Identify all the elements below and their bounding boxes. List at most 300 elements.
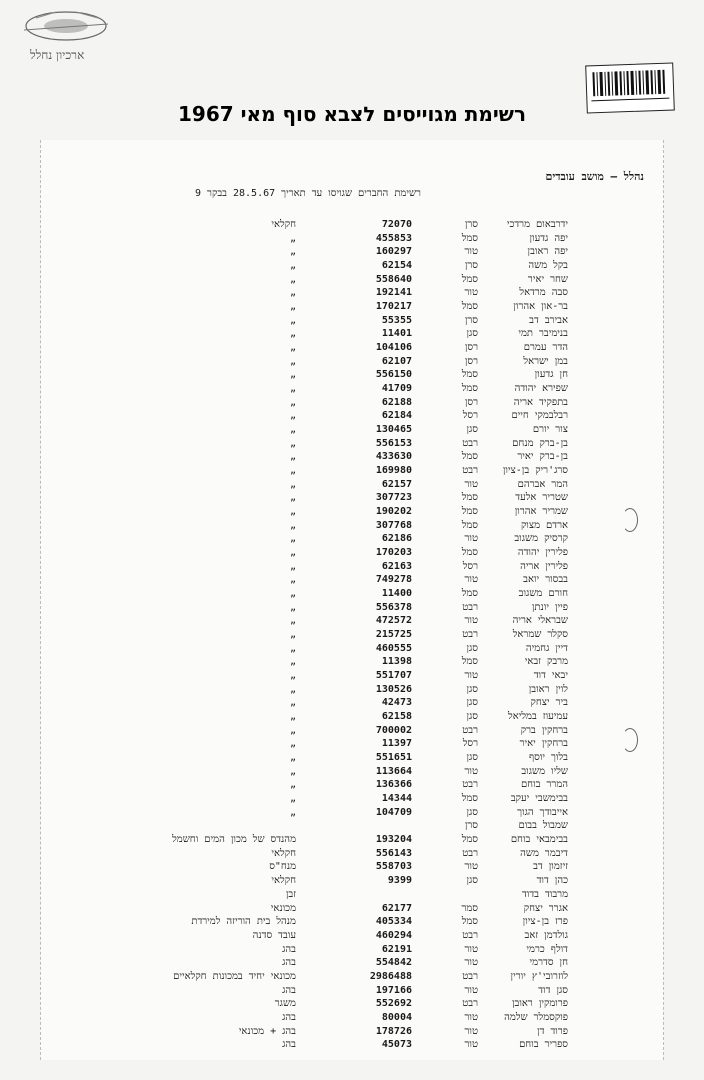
recruit-occupation: בהג <box>282 984 296 996</box>
recruit-number: 556143 <box>375 847 412 859</box>
table-row <box>0 902 704 916</box>
recruit-rank: סמל <box>461 383 478 395</box>
recruit-rank: סרן <box>464 260 478 271</box>
recruit-name: פוקסמלר שלמה <box>504 1011 568 1023</box>
recruit-rank: רסן <box>464 355 478 367</box>
recruit-rank: רבט <box>462 629 478 641</box>
recruit-occupation: „ <box>289 629 296 641</box>
recruit-occupation: „ <box>289 355 296 367</box>
recruit-rank: סמל <box>461 519 478 531</box>
table-row <box>0 259 704 273</box>
recruit-rank: רבט <box>462 929 478 941</box>
recruit-name: לוין ראובן <box>528 683 568 695</box>
table-row <box>0 532 704 546</box>
table-row <box>0 1011 704 1025</box>
recruit-rank: טור <box>464 765 478 777</box>
recruit-rank: סמל <box>461 451 478 463</box>
table-row <box>0 683 704 697</box>
recruit-rank: סגן <box>466 642 478 654</box>
recruit-name: יפה גדעון <box>529 232 568 244</box>
recruit-occupation: מכונאי יחיד במכונות חקלאיים <box>173 970 296 982</box>
recruit-number: 558703 <box>375 861 412 873</box>
table-row <box>0 874 704 888</box>
recruit-number: 460294 <box>375 929 412 941</box>
table-row <box>0 819 704 833</box>
table-row <box>0 396 704 410</box>
recruit-name: דולף כרמי <box>526 943 568 955</box>
recruit-occupation: „ <box>289 806 296 818</box>
recruit-rank: סמל <box>461 369 478 381</box>
recruit-number: 190202 <box>375 506 412 518</box>
recruit-name: ברחקין ברק <box>520 724 568 736</box>
page-title: רשימת מגוייסים לצבא סוף מאי 1967 <box>178 102 526 126</box>
recruit-number: 160297 <box>375 246 412 258</box>
table-row <box>0 273 704 287</box>
table-row <box>0 601 704 615</box>
recruit-rank: סרן <box>464 820 478 832</box>
table-row <box>0 573 704 587</box>
recruit-occupation: „ <box>289 779 296 791</box>
recruit-name: קרסיק משגוב <box>514 533 568 545</box>
recruit-number: 104709 <box>375 806 412 818</box>
recruit-number: 55355 <box>381 314 412 326</box>
recruit-occupation: חקלאי <box>271 219 296 230</box>
recruit-name: שפירא יהודה <box>514 383 568 395</box>
recruit-name: יבאי דוד <box>533 670 568 682</box>
recruit-name: פיין יונתן <box>531 601 568 613</box>
recruit-name: סקלר שמראל <box>512 629 568 641</box>
table-row <box>0 806 704 820</box>
table-row <box>0 245 704 259</box>
recruit-number: 556153 <box>375 437 412 449</box>
archive-label: ארכיון נחלל <box>30 48 85 62</box>
recruit-occupation: „ <box>289 451 296 463</box>
recruit-name: בתפקיד אריה <box>513 396 568 408</box>
recruit-occupation: „ <box>289 574 296 586</box>
recruit-number: 749278 <box>375 574 412 586</box>
table-row <box>0 751 704 765</box>
recruit-occupation: „ <box>289 670 296 682</box>
recruit-name: לוזרובי'ץ יורין <box>510 970 568 982</box>
recruit-number: 62107 <box>381 355 412 367</box>
recruit-name: שמריר אהרון <box>514 506 568 518</box>
table-row <box>0 546 704 560</box>
recruit-rank: טור <box>464 957 478 969</box>
recruit-occupation: „ <box>289 656 296 668</box>
recruit-number: 72070 <box>381 219 412 230</box>
recruit-rank: טור <box>464 670 478 682</box>
recruit-number: 551651 <box>375 752 412 764</box>
recruit-name: בן-ברק מנחם <box>512 437 568 449</box>
recruit-number: 62184 <box>381 410 412 422</box>
recruit-rank: טור <box>464 943 478 955</box>
table-row <box>0 847 704 861</box>
recruit-name: כהן דוד <box>536 875 568 887</box>
recruit-name: בבימשבי יעקב <box>510 793 568 805</box>
recruit-name: בבימבאי בוחם <box>510 834 568 846</box>
recruit-rank: טור <box>464 615 478 627</box>
recruit-name: פרוד דן <box>537 1025 568 1037</box>
recruit-number: 113664 <box>375 765 412 777</box>
recruit-number: 62154 <box>381 260 412 271</box>
recruit-number: 11401 <box>381 328 412 340</box>
recruit-number: 192141 <box>375 287 412 299</box>
recruit-number: 558640 <box>375 273 412 285</box>
recruit-occupation: „ <box>289 547 296 559</box>
table-row <box>0 792 704 806</box>
recruit-occupation: בהג <box>282 1039 296 1051</box>
table-row <box>0 614 704 628</box>
table-row <box>0 888 704 902</box>
recruit-occupation: „ <box>289 287 296 299</box>
recruit-name: בבסור יואב <box>523 574 568 586</box>
table-row <box>0 314 704 328</box>
recruit-occupation: „ <box>289 314 296 326</box>
recruit-number: 41709 <box>381 383 412 395</box>
recruit-number: 11400 <box>381 588 412 600</box>
recruit-occupation: „ <box>289 683 296 695</box>
recruit-occupation: מנהל בית הוריזה למירדת <box>191 916 296 928</box>
recruit-rank: סגן <box>466 683 478 695</box>
recruit-occupation: „ <box>289 328 296 340</box>
table-row <box>0 355 704 369</box>
recruit-rank: סמל <box>461 793 478 805</box>
recruit-rank: טור <box>464 861 478 873</box>
table-row <box>0 984 704 998</box>
recruit-rank: סגן <box>466 328 478 340</box>
recruit-number: 11397 <box>381 738 412 750</box>
table-row <box>0 765 704 779</box>
recruit-number: 170217 <box>375 301 412 313</box>
recruit-rank: סגן <box>466 424 478 436</box>
recruit-occupation: „ <box>289 410 296 422</box>
table-row <box>0 491 704 505</box>
recruit-number: 554842 <box>375 957 412 969</box>
recruit-name: המרר בוחם <box>520 779 568 791</box>
recruit-occupation: „ <box>289 697 296 709</box>
recruit-name: גולדמן זאב <box>524 929 568 941</box>
table-row <box>0 478 704 492</box>
recruit-occupation: „ <box>289 560 296 572</box>
table-row <box>0 778 704 792</box>
recruit-number: 433630 <box>375 451 412 463</box>
recruit-rank: סמל <box>461 301 478 313</box>
table-row <box>0 232 704 246</box>
table-row <box>0 833 704 847</box>
table-row <box>0 382 704 396</box>
recruit-name: פלירין אריה <box>520 560 568 572</box>
recruit-name: אגרר יצחק <box>523 902 568 914</box>
recruit-number: 62177 <box>381 902 412 914</box>
table-row <box>0 218 704 232</box>
recruit-occupation: „ <box>289 246 296 258</box>
table-row <box>0 300 704 314</box>
recruit-number: 178726 <box>375 1025 412 1037</box>
recruit-name: ארדם מצוק <box>520 519 568 531</box>
recruit-occupation: „ <box>289 642 296 654</box>
recruit-name: פרז בן-ציון <box>522 916 568 928</box>
recruit-occupation: בהג + מכונאי <box>238 1025 296 1037</box>
recruit-number: 62188 <box>381 396 412 408</box>
recruit-occupation: „ <box>289 437 296 449</box>
recruit-name: שמבול בבום <box>518 820 568 832</box>
recruit-rank: טור <box>464 984 478 996</box>
table-row <box>0 423 704 437</box>
recruit-rank: רבט <box>462 437 478 449</box>
recruit-rank: סגן <box>466 711 478 723</box>
recruit-rank: רבט <box>462 724 478 736</box>
recruit-occupation: „ <box>289 588 296 600</box>
recruit-name: חורם משגוב <box>518 588 568 600</box>
recruit-number: 11398 <box>381 656 412 668</box>
table-row <box>0 655 704 669</box>
table-row <box>0 669 704 683</box>
recruit-name: פרומקין ראובן <box>511 998 568 1010</box>
recruit-occupation: עובד סדנה <box>252 929 296 941</box>
recruit-number: 9399 <box>387 875 412 887</box>
recruit-rank: סגן <box>466 697 478 709</box>
recruit-number: 215725 <box>375 629 412 641</box>
table-row <box>0 409 704 423</box>
recruit-name: בן-ברק יאיר <box>517 451 568 463</box>
recruit-rank: סמל <box>461 492 478 504</box>
recruit-occupation: בהג <box>282 943 296 955</box>
recruit-name: סבה מרדאל <box>519 287 568 299</box>
recruit-occupation: משגר <box>274 998 296 1010</box>
recruit-rank: רבט <box>462 779 478 791</box>
recruit-occupation: מהנדס של מכון המים וחשמל <box>172 834 296 846</box>
recruit-rank: טור <box>464 533 478 545</box>
recruit-occupation: „ <box>289 752 296 764</box>
table-row <box>0 997 704 1011</box>
recruit-number: 45073 <box>381 1039 412 1051</box>
recruit-rank: סמל <box>461 834 478 846</box>
recruit-occupation: „ <box>289 711 296 723</box>
table-row <box>0 587 704 601</box>
table-row <box>0 286 704 300</box>
recruit-number: 80004 <box>381 1011 412 1023</box>
recruit-name: שטריר אלעד <box>515 492 568 504</box>
recruit-name: שחר יאיר <box>527 273 568 285</box>
recruit-name: בנימיבר תמי <box>518 328 568 340</box>
recruit-rank: סמר <box>461 902 478 914</box>
recruit-rank: סמל <box>461 273 478 285</box>
recruit-rank: סמל <box>461 547 478 559</box>
recruit-rank: סרן <box>464 314 478 326</box>
recruit-name: סגן דוד <box>538 984 568 996</box>
recruit-occupation: „ <box>289 424 296 436</box>
table-row <box>0 464 704 478</box>
recruit-occupation: „ <box>289 492 296 504</box>
recruit-name: מרבק זבאי <box>524 656 568 668</box>
recruit-rank: טור <box>464 287 478 299</box>
archive-emblem-icon <box>6 4 126 54</box>
recruit-name: זיזמון דב <box>533 861 568 873</box>
recruit-name: שבראלי אריה <box>512 615 568 627</box>
recruit-occupation: „ <box>289 232 296 244</box>
recruit-rank: טור <box>464 1011 478 1023</box>
recruit-occupation: „ <box>289 765 296 777</box>
recruit-number: 472572 <box>375 615 412 627</box>
recruit-occupation: „ <box>289 342 296 354</box>
recruit-occupation: „ <box>289 369 296 381</box>
table-row <box>0 696 704 710</box>
recruit-number: 62163 <box>381 560 412 572</box>
recruit-rank: סמל <box>461 656 478 668</box>
recruit-rank: טור <box>464 246 478 258</box>
table-row <box>0 560 704 574</box>
recruit-number: 42473 <box>381 697 412 709</box>
recruit-rank: סמל <box>461 916 478 928</box>
recruit-rank: רסן <box>464 396 478 408</box>
recruit-occupation: בהג <box>282 1011 296 1023</box>
recruit-rank: רסל <box>462 410 478 422</box>
recruit-name: צור יורם <box>532 424 568 436</box>
recruit-name: ברחקין יאיר <box>519 738 568 750</box>
recruit-rank: סמל <box>461 506 478 518</box>
table-row <box>0 929 704 943</box>
recruit-occupation: „ <box>289 478 296 490</box>
recruit-name: חן סדרמי <box>529 957 568 969</box>
recruit-rank: רסן <box>464 342 478 354</box>
recruit-occupation: חקלאי <box>271 847 296 859</box>
recruit-number: 455853 <box>375 232 412 244</box>
recruit-occupation: „ <box>289 301 296 313</box>
table-row <box>0 956 704 970</box>
recruit-occupation: „ <box>289 724 296 736</box>
table-row <box>0 341 704 355</box>
recruit-occupation: „ <box>289 615 296 627</box>
table-row <box>0 860 704 874</box>
recruit-rank: טור <box>464 478 478 490</box>
recruit-rank: סרן <box>464 219 478 230</box>
table-row <box>0 368 704 382</box>
recruit-occupation: זבן <box>285 888 296 900</box>
recruit-name: בר-און אהרון <box>513 301 568 313</box>
recruit-occupation: „ <box>289 506 296 518</box>
recruit-name: דיבמר משה <box>520 847 568 859</box>
table-row <box>0 1038 704 1052</box>
table-row <box>0 970 704 984</box>
recruit-number: 405334 <box>375 916 412 928</box>
table-row <box>0 1025 704 1039</box>
recruit-occupation: „ <box>289 519 296 531</box>
recruit-number: 62191 <box>381 943 412 955</box>
recruit-name: דיין גחמיה <box>525 642 568 654</box>
recruit-number: 307723 <box>375 492 412 504</box>
table-row <box>0 737 704 751</box>
recruit-number: 552692 <box>375 998 412 1010</box>
recruit-name: בקל משה <box>528 260 568 271</box>
recruit-name: חן גדעון <box>534 369 568 381</box>
recruit-occupation: „ <box>289 738 296 750</box>
recruit-rank: סמל <box>461 232 478 244</box>
recruit-rank: סגן <box>466 806 478 818</box>
recruit-name: במן ישראל <box>523 355 568 367</box>
recruit-occupation: בהג <box>282 957 296 969</box>
recruit-number: 556378 <box>375 601 412 613</box>
recruit-name: מרבוד בדוד <box>521 888 568 900</box>
recruit-occupation: „ <box>289 601 296 613</box>
table-row <box>0 943 704 957</box>
recruit-rank: סמל <box>461 588 478 600</box>
table-row <box>0 642 704 656</box>
recruit-rank: רסל <box>462 738 478 750</box>
recruit-name: בלוך יוסף <box>528 752 568 764</box>
recruit-number: 460555 <box>375 642 412 654</box>
recruit-number: 62186 <box>381 533 412 545</box>
recruit-rank: סגן <box>466 875 478 887</box>
recruit-number: 130526 <box>375 683 412 695</box>
recruit-number: 556150 <box>375 369 412 381</box>
recruit-rank: טור <box>464 1025 478 1037</box>
recruit-number: 169980 <box>375 465 412 477</box>
recruit-number: 136366 <box>375 779 412 791</box>
recruit-name: אייבודך הגוך <box>517 806 568 818</box>
document-header: נהלל – מושב עובדים <box>545 170 644 183</box>
recruit-name: יפה ראובן <box>527 246 568 258</box>
table-row <box>0 628 704 642</box>
recruit-number: 307768 <box>375 519 412 531</box>
recruit-occupation: „ <box>289 383 296 395</box>
recruit-name: אבירב דב <box>529 314 568 326</box>
document-subheader: רשימת החברים שגויסו עד תאריך 28.5.67 בבקר 9 <box>195 188 421 199</box>
table-row <box>0 437 704 451</box>
recruit-number: 551707 <box>375 670 412 682</box>
table-row <box>0 327 704 341</box>
recruit-occupation: מכונאי <box>270 902 296 914</box>
recruit-number: 62158 <box>381 711 412 723</box>
recruit-name: ביר יצחק <box>530 697 568 709</box>
table-row <box>0 505 704 519</box>
recruit-number: 700002 <box>375 724 412 736</box>
table-row <box>0 915 704 929</box>
recruit-name: ידרבאום מרדכי <box>506 219 568 230</box>
recruit-occupation: „ <box>289 533 296 545</box>
recruit-rank: רבט <box>462 970 478 982</box>
recruit-name: רבלבמקי חיים <box>511 410 568 422</box>
recruit-occupation: „ <box>289 260 296 271</box>
recruit-number: 130465 <box>375 424 412 436</box>
table-row <box>0 450 704 464</box>
table-row <box>0 724 704 738</box>
recruit-rank: רבט <box>462 465 478 477</box>
recruit-rank: רסל <box>462 560 478 572</box>
recruit-number: 193204 <box>375 834 412 846</box>
recruit-number: 197166 <box>375 984 412 996</box>
recruit-name: סרג'ריק בן-ציון <box>502 465 568 477</box>
recruit-occupation: „ <box>289 793 296 805</box>
recruit-occupation: חקלאי <box>271 875 296 887</box>
table-row <box>0 519 704 533</box>
recruit-name: המר אברהם <box>517 478 568 490</box>
recruit-number: 62157 <box>381 478 412 490</box>
recruit-occupation: „ <box>289 396 296 408</box>
recruit-occupation: „ <box>289 273 296 285</box>
recruit-number: 104106 <box>375 342 412 354</box>
recruit-occupation: מנח"ס <box>269 861 296 873</box>
archive-logo <box>6 4 126 76</box>
recruit-number: 170203 <box>375 547 412 559</box>
recruit-rank: טור <box>464 574 478 586</box>
recruit-number: 14344 <box>381 793 412 805</box>
recruit-name: פלירין יהודה <box>517 547 568 559</box>
recruit-rank: טור <box>464 1039 478 1051</box>
recruit-rank: סגן <box>466 752 478 764</box>
recruit-name: עמיעוז במליאל <box>508 711 568 723</box>
recruit-name: הדר עמרם <box>523 342 568 354</box>
recruit-rank: רבט <box>462 998 478 1010</box>
